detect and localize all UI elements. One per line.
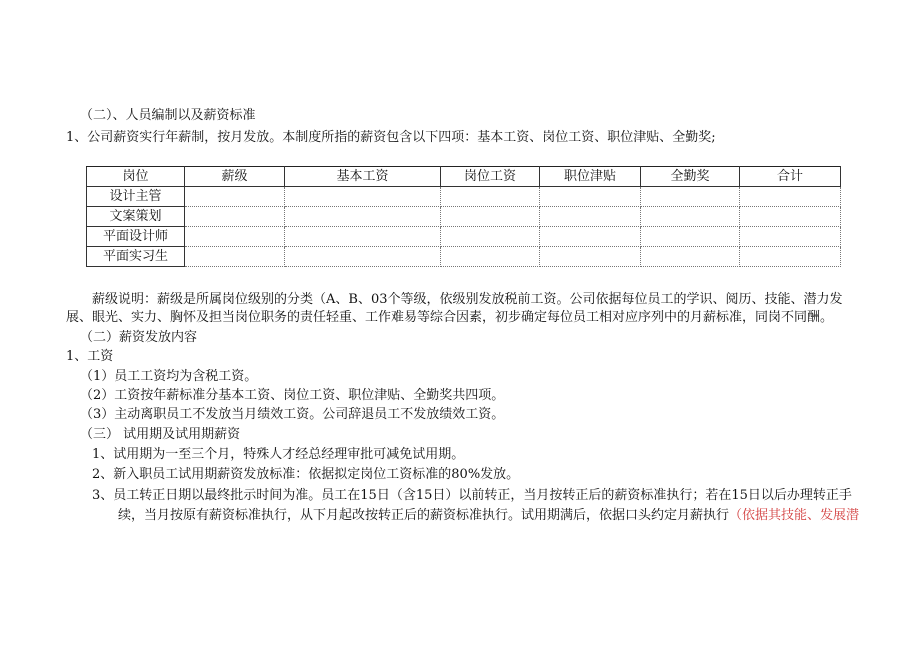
header-position: 岗位 <box>87 167 185 187</box>
row-label: 平面实习生 <box>87 247 185 267</box>
table-cell <box>740 247 841 267</box>
probation-item-3: 3、员工转正日期以最终批示时间为准。员工在15日（含15日）以前转正，当月按转正后的薪资标准执行；若在15日以后办理转正手 <box>92 488 852 503</box>
table-cell <box>540 187 641 207</box>
table-cell <box>540 207 641 227</box>
wage-item-3: （3）主动离职员工不发放当月绩效工资。公司辞退员工不发放绩效工资。 <box>80 407 505 422</box>
table-cell <box>740 227 841 247</box>
table-cell <box>185 247 285 267</box>
table-header-row <box>87 167 841 187</box>
table-cell <box>441 207 540 227</box>
wage-item-2: （2）工资按年薪标准分基本工资、岗位工资、职位津贴、全勤奖共四项。 <box>80 388 505 403</box>
table-row <box>87 227 841 247</box>
header-grade: 薪级 <box>185 167 285 187</box>
table-cell <box>740 207 841 227</box>
grade-note-line1: 薪级说明：薪级是所属岗位级别的分类（A、B、03个等级，依级别发放税前工资。公司依据每位员工的学识、阅历、技能、潜力发 <box>92 292 843 307</box>
row-label: 文案策划 <box>87 207 185 227</box>
salary-policy-paragraph: 1、公司薪资实行年薪制，按月发放。本制度所指的薪资包含以下四项：基本工资、岗位工资、职位津贴、全勤奖; <box>66 130 716 145</box>
wage-item-1: （1）员工工资均为含税工资。 <box>80 369 258 384</box>
section-heading: （二）、人员编制以及薪资标准 <box>80 108 256 123</box>
table-row <box>87 187 841 207</box>
table-row <box>87 207 841 227</box>
probation-item-2: 2、新入职员工试用期薪资发放标准：依据拟定岗位工资标准的80%发放。 <box>92 467 520 482</box>
header-attendance-bonus: 全勤奖 <box>641 167 740 187</box>
table-cell <box>285 247 441 267</box>
table-cell <box>285 187 441 207</box>
header-base-salary: 基本工资 <box>285 167 441 187</box>
wage-heading: 1、工资 <box>66 349 114 364</box>
salary-table <box>86 166 841 267</box>
table-cell <box>540 247 641 267</box>
section3-heading: （三） 试用期及试用期薪资 <box>80 427 241 442</box>
table-cell <box>185 187 285 207</box>
header-post-salary: 岗位工资 <box>441 167 540 187</box>
grade-note-line2: 展、眼光、实力、胸怀及担当岗位职务的责任轻重、工作难易等综合因素，初步确定每位员工相对应序列中的月薪标准，同岗不同酬。 <box>66 310 834 325</box>
table-cell <box>540 227 641 247</box>
row-label: 平面设计师 <box>87 227 185 247</box>
table-cell <box>641 227 740 247</box>
probation-item-3-text: 续，当月按原有薪资标准执行，从下月起改按转正后的薪资标准执行。试用期满后，依据口头约定月薪执行 <box>118 508 730 523</box>
table-cell <box>441 187 540 207</box>
table-cell <box>740 187 841 207</box>
probation-item-1: 1、试用期为一至三个月，特殊人才经总经理审批可减免试用期。 <box>92 447 465 462</box>
probation-item-3-highlight: （依据其技能、发展潜 <box>729 508 860 523</box>
row-label: 设计主管 <box>87 187 185 207</box>
section2-heading: （二）薪资发放内容 <box>80 330 198 345</box>
table-cell <box>285 207 441 227</box>
table-cell <box>641 207 740 227</box>
table-row <box>87 247 841 267</box>
header-allowance: 职位津贴 <box>540 167 641 187</box>
table-cell <box>641 247 740 267</box>
table-cell <box>185 227 285 247</box>
table-cell <box>185 207 285 227</box>
probation-item-3-continued <box>118 507 859 525</box>
table-cell <box>441 247 540 267</box>
table-cell <box>285 227 441 247</box>
table-cell <box>641 187 740 207</box>
table-cell <box>441 227 540 247</box>
header-total: 合计 <box>740 167 841 187</box>
